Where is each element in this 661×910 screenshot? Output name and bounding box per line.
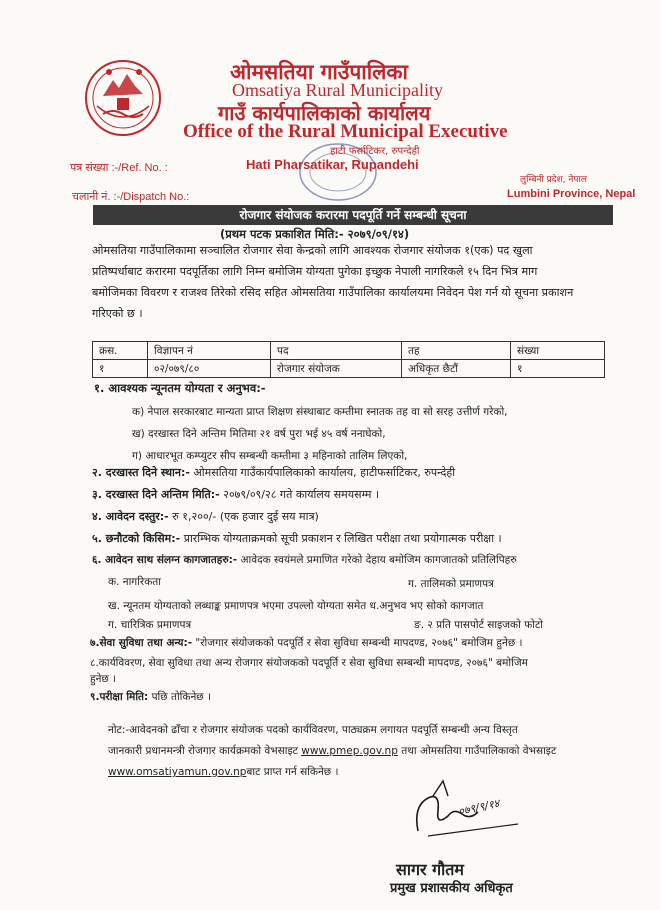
office-stamp — [296, 140, 380, 204]
section-5 — [92, 531, 502, 546]
header-office-np: गाउँ कार्यपालिकाको कार्यालय — [218, 101, 431, 125]
note-line-2 — [108, 741, 618, 762]
province-np: लुम्बिनी प्रदेश, नेपाल — [520, 175, 587, 185]
dispatch-number-label: चलानी नं. :-/Dispatch No.: — [72, 191, 190, 203]
section-6-label: ६. आवेदन साथ संलग्न कागजातहरु:- — [92, 554, 238, 566]
section-7 — [90, 636, 523, 650]
section-4-label: ४. आवेदन दस्तुर:- — [92, 510, 169, 523]
note-line-2-start: जानकारी प्रधानमन्त्री रोजगार कार्यक्रमको वेभसाइट — [108, 745, 302, 757]
section-9 — [90, 690, 211, 704]
address-en: Hati Pharsatikar, Rupandehi — [246, 157, 419, 172]
table-header-cell: विज्ञापन नं — [148, 342, 271, 360]
table-cell: १ — [511, 360, 605, 378]
section-6 — [92, 553, 517, 567]
table-row — [93, 360, 605, 378]
intro-line-3: बमोजिमका विवरण र राजश्व तिरेको रसिद सहित ओमसतिया गाउँपालिका कार्यालयमा निवेदन पेश गर्न यो सूचना प्रकाशन — [92, 286, 574, 299]
intro-line-4: गरिएको छ । — [92, 307, 143, 320]
section-7-text: "रोजगार संयोजकको पदपूर्ति र सेवा सुविधा सम्बन्धी मापदण्ड, २०७६" बमोजिम हुनेछ । — [192, 637, 523, 649]
table-cell: १ — [93, 360, 148, 378]
section-6d: ग. तालिमको प्रमाणपत्र — [408, 578, 494, 590]
province-en: Lumbini Province, Nepal — [507, 188, 636, 200]
notice-title: रोजगार संयोजक करारमा पदपूर्ति गर्ने सम्बन्धी सूचना — [93, 205, 613, 225]
section-8-line-2: हुनेछ । — [90, 673, 117, 685]
section-3-text: २०७९/०९/२८ गते कार्यालय समयसम्म । — [219, 488, 380, 501]
header-title-en: Omsatiya Rural Municipality — [232, 80, 443, 100]
section-2-label: २. दरखास्त दिने स्थान:- — [92, 466, 190, 479]
section-7-label: ७.सेवा सुविधा तथा अन्य:- — [90, 637, 193, 649]
section-6-text: आवेदक स्वयंमले प्रमाणित गरेको देहाय बमोजिम कागजातको प्रतिलिपिहरु — [237, 554, 517, 566]
signatory-title: प्रमुख प्रशासकीय अधिकृत — [390, 881, 513, 896]
note-line-2-end: तथा ओमसतिया गाउँपालिकाको वेभसाइट — [397, 745, 557, 757]
signature-date: ०७९/९/१४ — [457, 796, 501, 819]
address-np: हाटी फर्साटिकर, रुपन्देही — [330, 146, 420, 157]
section-5-text: प्रारम्भिक योग्यताक्रमको सूची प्रकाशन र लिखित परीक्षा तथा प्रयोगात्मक परीक्षा । — [180, 532, 502, 545]
section-4 — [92, 509, 319, 524]
notice-published-date: (प्रथम पटक प्रकाशित मिति:- २०७९/०९/१४) — [220, 227, 410, 241]
section-4-text: रु १,२००/- (एक हजार दुई सय मात्र) — [168, 510, 319, 523]
section-3-label: ३. दरखास्त दिने अन्तिम मिति:- — [92, 488, 220, 501]
note-line-1: नोट:-आवेदनको ढाँचा र रोजगार संयोजक पदको कार्यविवरण, पाठ्यक्रम लगायत पदपूर्ति सम्बन्धी अन्य विस्तृत — [108, 724, 518, 736]
pmep-website-link[interactable]: www.pmep.gov.np — [301, 745, 398, 757]
table-cell: रोजगार संयोजक — [271, 360, 402, 378]
header-title-np: ओमसतिया गाउँपालिका — [230, 60, 408, 84]
vacancy-table — [92, 341, 605, 378]
signatory-name: सागर गौतम — [396, 860, 464, 879]
section-2 — [92, 465, 455, 480]
municipality-emblem — [83, 58, 163, 138]
section-6b: ख. न्यूनतम योग्यताको लब्धाङ्क प्रमाणपत्र भएमा उपल्लो योग्यता समेत ध.अनुभव भए सोको कागजात — [108, 600, 484, 612]
section-6c: ग. चारित्रिक प्रमाणपत्र — [108, 619, 192, 631]
section-9-text: पछि तोकिनेछ । — [148, 691, 211, 703]
table-cell: अधिकृत छैटौं — [402, 360, 511, 378]
header-office-en: Office of the Rural Municipal Executive — [183, 121, 508, 142]
section-3 — [92, 487, 379, 502]
ref-number-label: पत्र संख्या :-/Ref. No. : — [70, 162, 168, 174]
section-6e: ङ. २ प्रति पासपोर्ट साइजको फोटो — [414, 619, 543, 631]
note-line-3-end: बाट प्राप्त गर्न सकिनेछ । — [246, 766, 339, 778]
section-1a: क) नेपाल सरकारबाट मान्यता प्राप्त शिक्षण संस्थाबाट कम्तीमा स्नातक तह वा सो सरह उत्तीर्ण गरेको, — [132, 406, 508, 418]
table-header-cell: पद — [271, 342, 402, 360]
table-header-row — [93, 342, 605, 360]
section-1c: ग) आधारभूत कम्प्युटर सीप सम्बन्धी कम्तीमा ३ महिनाको तालिम लिएको, — [132, 450, 408, 462]
municipality-website-link[interactable]: www.omsatiyamun.gov.np — [108, 766, 247, 778]
section-1b: ख) दरखास्त दिने अन्तिम मितिमा २१ वर्ष पुरा भई ४५ वर्ष ननाघेको, — [132, 428, 386, 440]
intro-line-2: प्रतिष्पर्धाबाट करारमा पदपूर्तिका लागि निम्न बमोजिम योग्यता पुगेका इच्छुक नेपाली नागरिकले १५ दिन भित्र माग — [92, 265, 538, 278]
intro-line-1: ओमसतिया गाउँपालिकामा सञ्चालित रोजगार सेवा केन्द्रको लागि आवश्यक रोजगार संयोजक १(एक) पद खुला — [92, 244, 533, 257]
section-6a: क. नागरिकता — [108, 576, 161, 588]
table-cell: ०२/०७९/८० — [148, 360, 271, 378]
table-header-cell: तह — [402, 342, 511, 360]
table-header-cell: क्रस. — [93, 342, 148, 360]
section-1-heading: १. आवश्यक न्यूनतम योग्यता र अनुभव:- — [94, 381, 266, 395]
section-5-label: ५. छनौटको किसिम:- — [92, 532, 181, 545]
section-2-text: ओमसतिया गाउँकार्यपालिकाको कार्यालय, हाटीफर्साटिकर, रुपन्देही — [189, 466, 456, 479]
section-8-line-1: ८.कार्यविवरण, सेवा सुविधा तथा अन्य रोजगार संयोजकको पदपूर्ति र सेवा सुविधा सम्बन्धी मापदण्ड, २०७६" बमोजिम — [90, 657, 528, 669]
section-9-label: ९.परीक्षा मिति: — [90, 691, 149, 703]
table-header-cell: संख्या — [511, 342, 605, 360]
